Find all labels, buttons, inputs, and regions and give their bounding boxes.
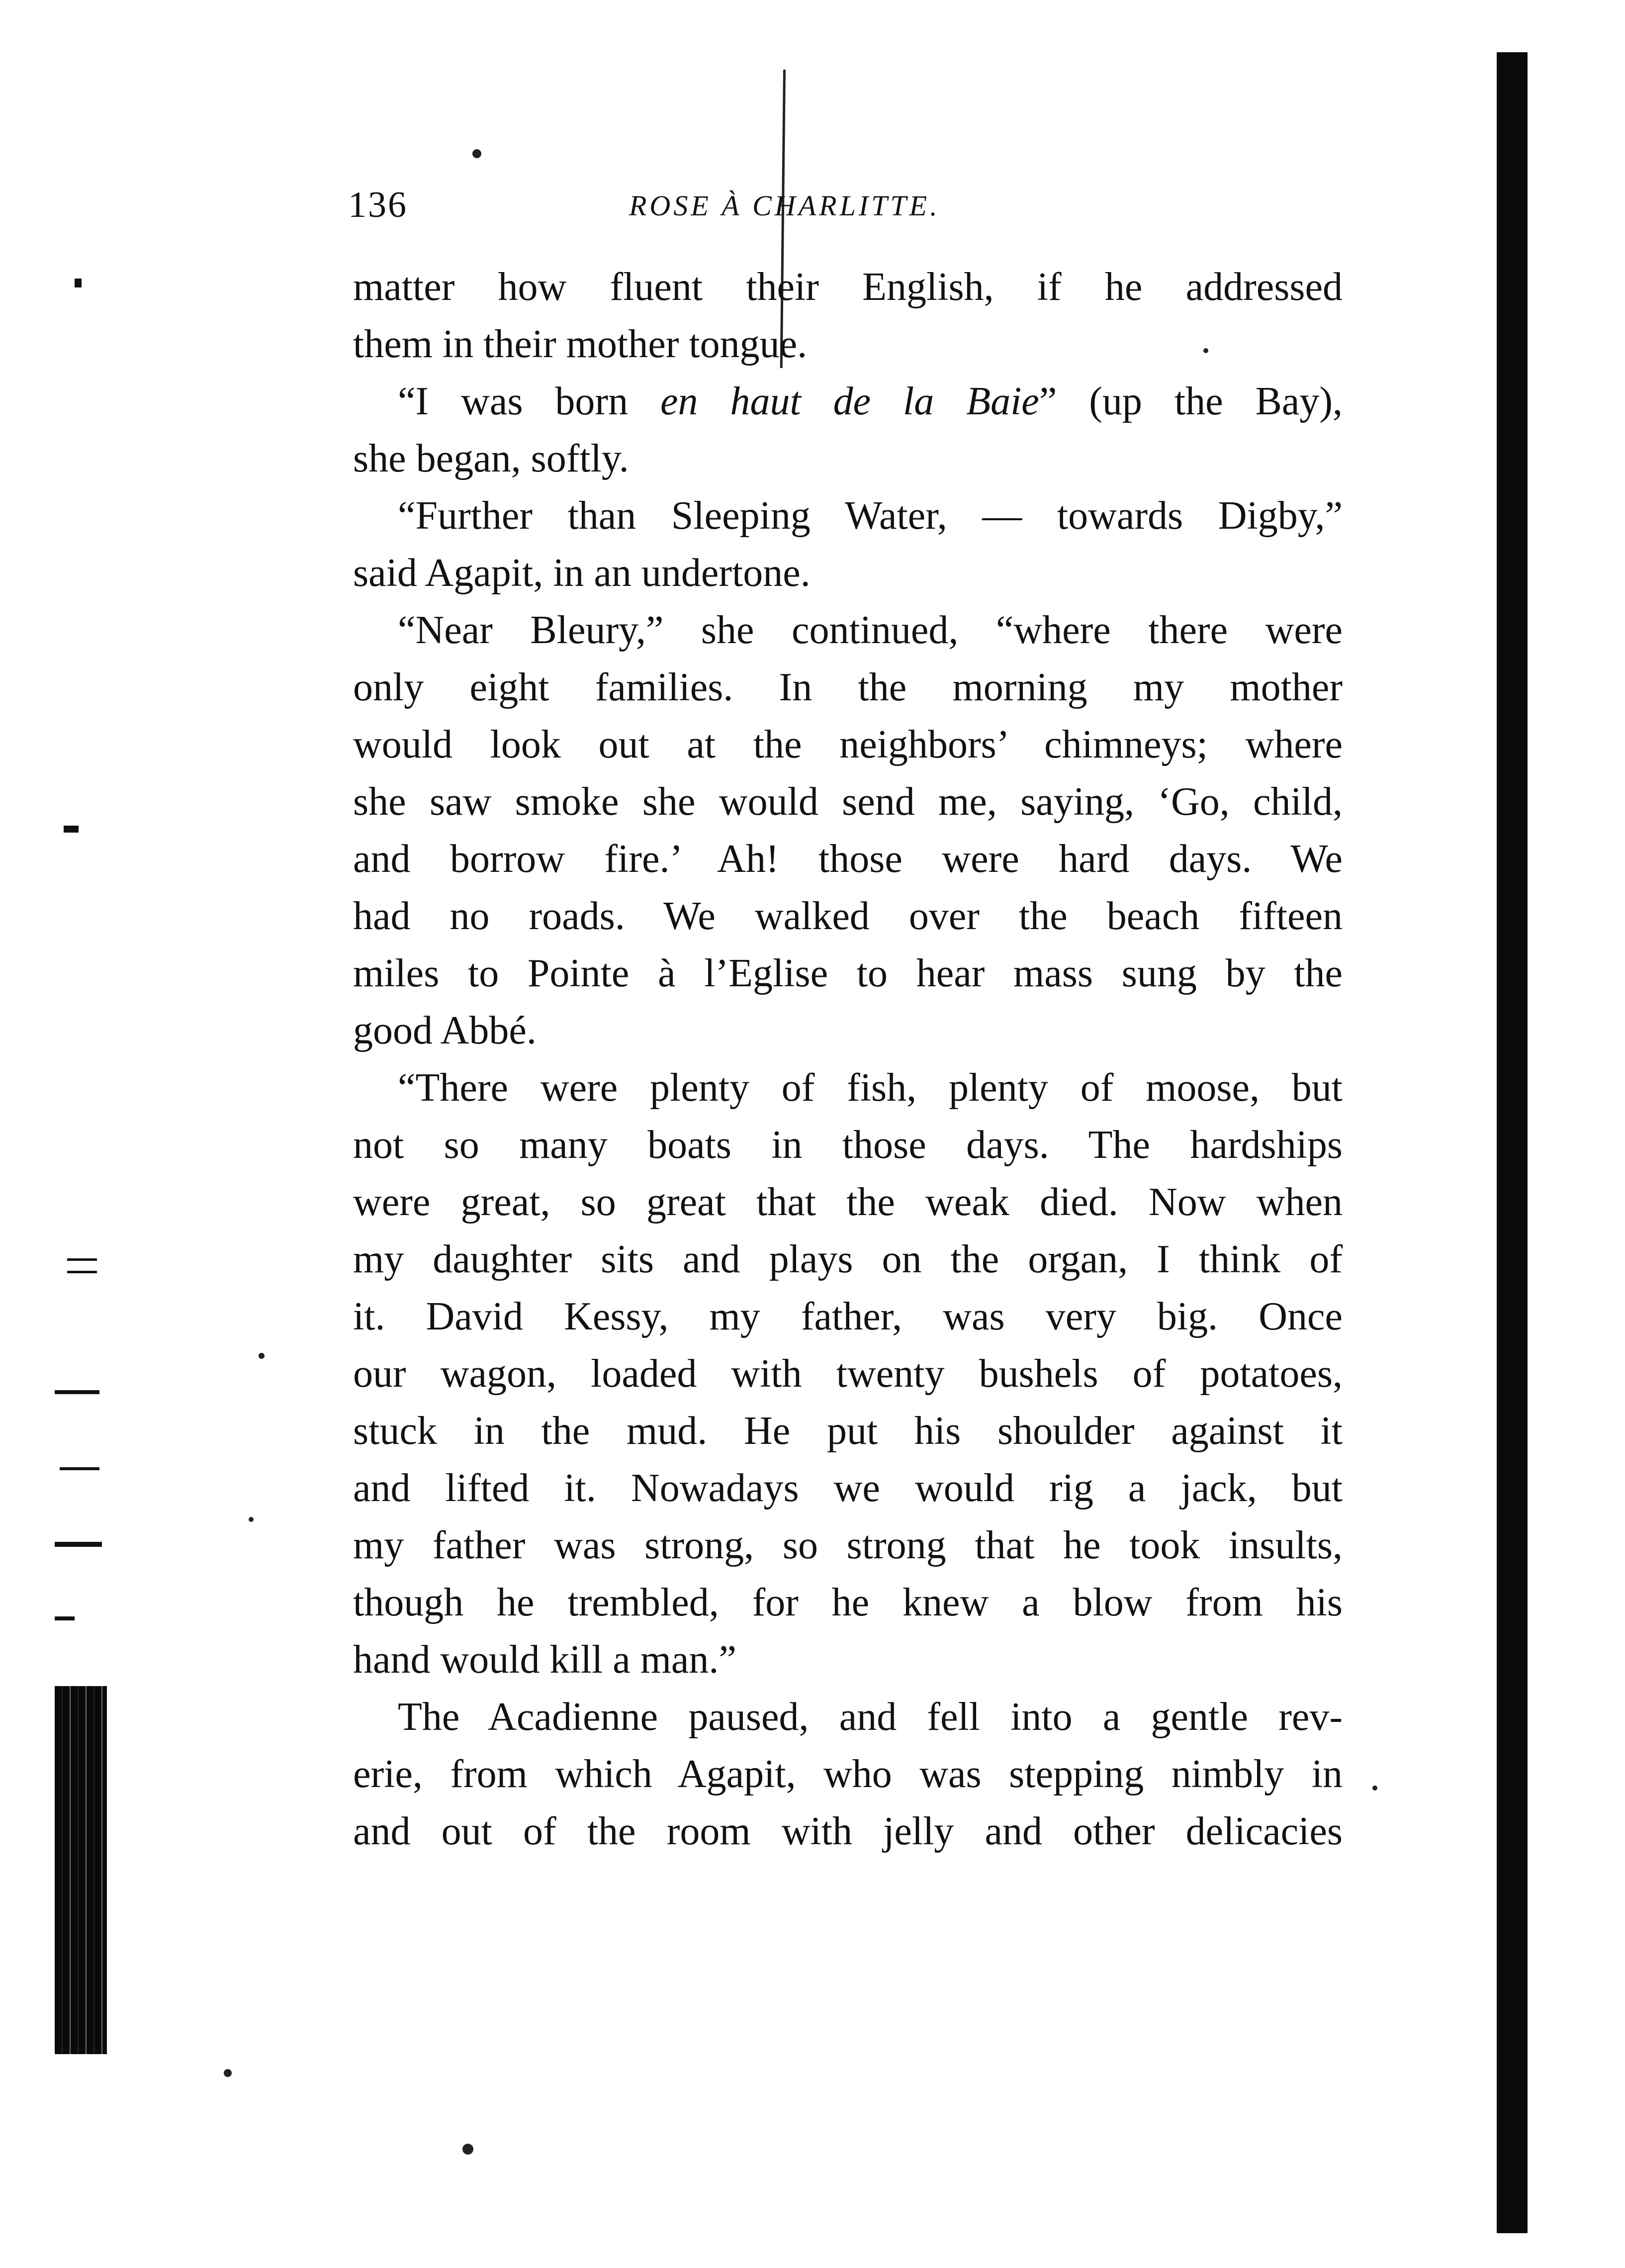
text-run: ” (up the Bay),: [1039, 379, 1343, 423]
text-line: said Agapit, in an undertone.: [353, 551, 811, 595]
scan-mark: [55, 1616, 75, 1620]
text-line: good Abbé.: [353, 1009, 537, 1052]
text-line: “Further than Sleeping Water, — towards Digby,”: [398, 494, 1343, 538]
text-line: would look out at the neighbors’ chimneys; where: [353, 723, 1343, 766]
text-line: my daughter sits and plays on the organ, I think of: [353, 1237, 1343, 1281]
text-line: were great, so great that the weak died. Now when: [353, 1180, 1343, 1224]
text-line: she began, softly.: [353, 437, 629, 480]
scan-speck: [75, 279, 82, 287]
scan-speck: [472, 149, 481, 158]
text-run: “I was born: [398, 379, 661, 423]
page-number: 136: [348, 185, 408, 225]
text-line: stuck in the mud. He put his shoulder against it: [353, 1409, 1343, 1453]
scan-speck: [249, 1517, 254, 1522]
scan-speck: [1372, 1786, 1377, 1791]
text-line: erie, from which Agapit, who was stepping nimbly in: [353, 1752, 1343, 1796]
scan-mark: [55, 1390, 99, 1394]
text-line: matter how fluent their English, if he addressed: [353, 265, 1343, 309]
scan-speck: [462, 2144, 473, 2155]
italic-phrase: en haut de la Baie: [660, 379, 1039, 423]
text-line: them in their mother tongue.: [353, 322, 808, 366]
scan-mark: [67, 1258, 97, 1261]
scan-mark: [67, 1271, 97, 1273]
text-line: “There were plenty of fish, plenty of moose, but: [398, 1066, 1343, 1110]
text-line: hand would kill a man.”: [353, 1638, 736, 1682]
text-line: only eight families. In the morning my mother: [353, 665, 1343, 709]
scan-mark: [55, 1542, 102, 1547]
scan-speck: [259, 1353, 265, 1359]
scan-margin-bar: [55, 1686, 107, 2054]
running-head: ROSE À CHARLITTE.: [629, 189, 940, 222]
text-line: she saw smoke she would send me, saying, ‘Go, child,: [353, 780, 1343, 824]
text-line: and borrow fire.’ Ah! those were hard days. We: [353, 837, 1343, 881]
text-line: “Near Bleury,” she continued, “where there were: [398, 608, 1343, 652]
text-line: my father was strong, so strong that he took insults,: [353, 1523, 1343, 1567]
text-line: [353, 373, 1343, 430]
scan-edge-shadow: [1497, 52, 1528, 2233]
text-line: it. David Kessy, my father, was very big. Once: [353, 1295, 1343, 1338]
body-text: [353, 259, 1343, 1860]
scan-speck: [224, 2069, 232, 2077]
scan-mark: [60, 1467, 99, 1470]
text-line: The Acadienne paused, and fell into a gentle rev-: [398, 1695, 1343, 1739]
text-line: miles to Pointe à l’Eglise to hear mass sung by the: [353, 951, 1343, 995]
text-line: and out of the room with jelly and other delicacies: [353, 1809, 1343, 1853]
text-line: had no roads. We walked over the beach fifteen: [353, 894, 1343, 938]
scan-speck: [64, 826, 79, 833]
text-line: not so many boats in those days. The hardships: [353, 1123, 1343, 1167]
text-line: though he trembled, for he knew a blow from his: [353, 1581, 1343, 1624]
text-line: our wagon, loaded with twenty bushels of potatoes,: [353, 1352, 1343, 1396]
page-header: [348, 184, 1069, 239]
text-line: and lifted it. Nowadays we would rig a jack, but: [353, 1466, 1343, 1510]
